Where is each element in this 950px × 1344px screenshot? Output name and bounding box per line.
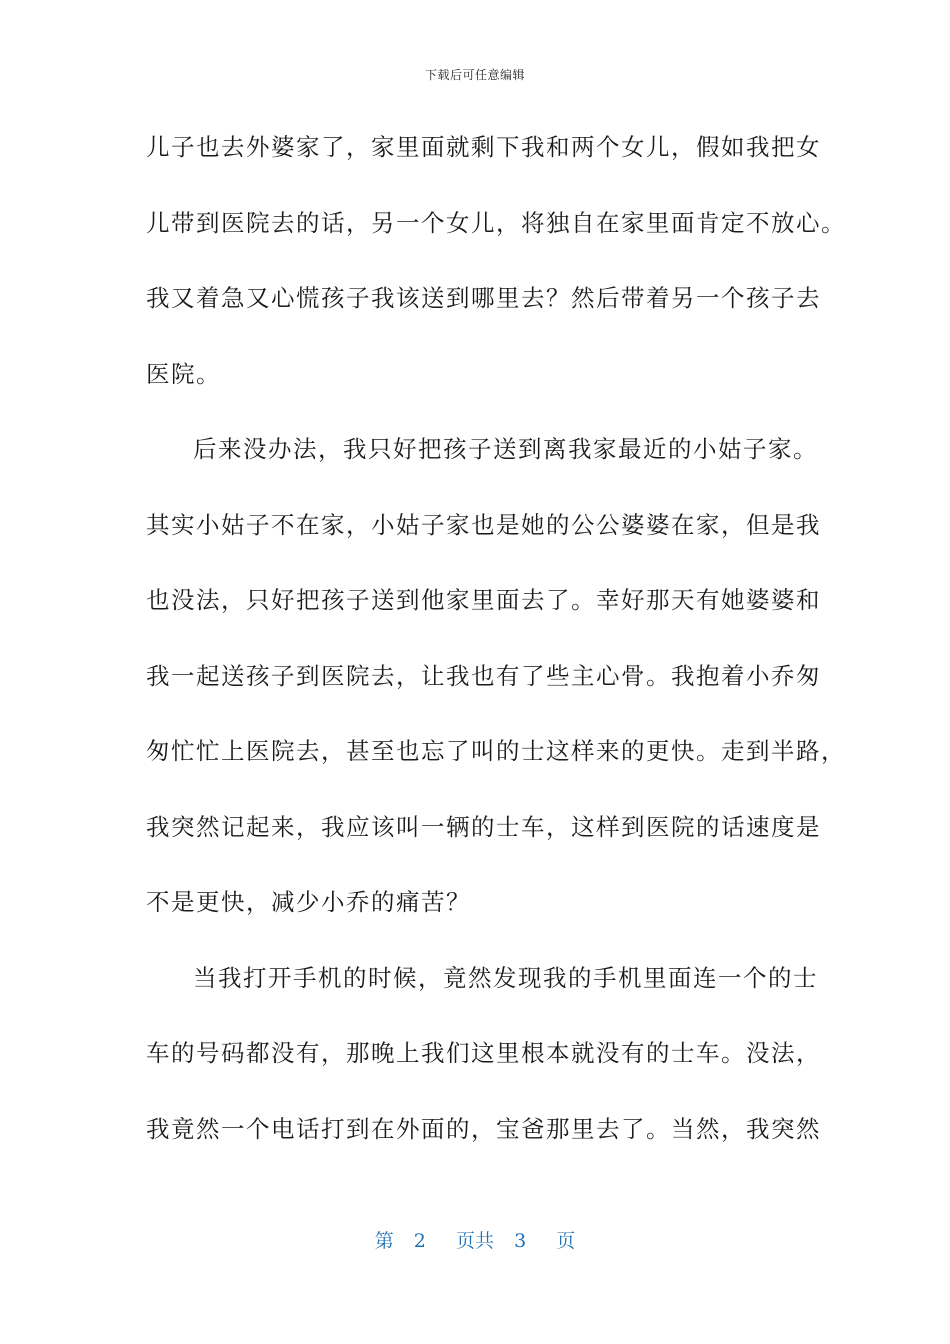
page-header: 下载后可任意编辑 <box>424 68 525 82</box>
text-line: 我竟然一个电话打到在外面的，宝爸那里去了。当然，我突然 <box>146 1114 821 1143</box>
text-line: 医院。 <box>146 359 221 388</box>
text-line: 儿带到医院去的话，另一个女儿，将独自在家里面肯定不放心。 <box>146 208 846 237</box>
paragraph-start-line: 当我打开手机的时候，竟然发现我的手机里面连一个的士 <box>193 963 818 992</box>
paragraph-start-line: 后来没办法，我只好把孩子送到离我家最近的小姑子家。 <box>193 435 818 463</box>
page-number-label: 第 2 页共 3 页 <box>374 1230 576 1252</box>
text-line: 儿子也去外婆家了，家里面就剩下我和两个女儿，假如我把女 <box>146 133 821 161</box>
document-body <box>146 129 846 1186</box>
text-line: 我一起送孩子到医院去，让我也有了些主心骨。我抱着小乔匆 <box>146 661 821 690</box>
text-line: 其实小姑子不在家，小姑子家也是她的公公婆婆在家，但是我 <box>146 510 821 539</box>
text-line: 我突然记起来，我应该叫一辆的士车，这样到医院的话速度是 <box>146 812 821 841</box>
text-line: 不是更快，减少小乔的痛苦？ <box>146 888 471 916</box>
text-line: 也没法，只好把孩子送到他家里面去了。幸好那天有她婆婆和 <box>146 586 821 614</box>
text-line: 车的号码都没有，那晚上我们这里根本就没有的士车。没法， <box>146 1039 821 1067</box>
text-line: 我又着急又心慌孩子我该送到哪里去？然后带着另一个孩子去 <box>146 284 821 312</box>
page-number-footer <box>0 1226 950 1253</box>
text-line: 匆忙忙上医院去，甚至也忘了叫的士这样来的更快。走到半路， <box>146 737 846 765</box>
